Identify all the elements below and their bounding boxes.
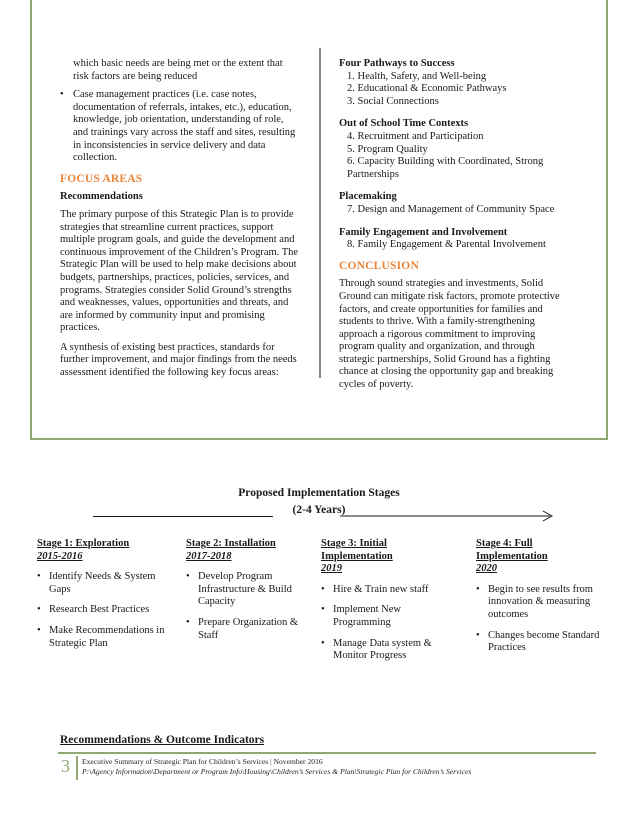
- group-item: 8. Family Engagement & Parental Involvement: [347, 239, 546, 251]
- stage-exploration: [37, 538, 167, 658]
- stage-bullet: [476, 630, 606, 655]
- stage-title: Stage 4: Full Implementation: [476, 538, 548, 562]
- group-item: 4. Recruitment and Participation: [347, 130, 484, 142]
- footer-separator: [76, 756, 78, 780]
- group-title: Four Pathways to Success: [339, 58, 455, 69]
- stage-bullet: [321, 638, 445, 663]
- stage-bullet: [37, 625, 167, 650]
- footer-rule: [58, 752, 596, 754]
- stage-bullet: [186, 617, 308, 642]
- timeline-arrow-icon: [340, 510, 560, 522]
- bullet-item: [60, 89, 300, 165]
- stage-bullet: [321, 604, 445, 629]
- right-column: [339, 58, 569, 392]
- stage-title: Stage 1: Exploration: [37, 538, 130, 549]
- column-divider: [319, 48, 321, 378]
- stage-bullet-text: Research Best Practices: [49, 604, 150, 616]
- strategic-plan-paragraph: The primary purpose of this Strategic Plan is to provide strategies that streamline current practices, support multiple program goals, and guide the development and continuous improvement of the Children’s Program. The Strategic Plan will be used to help make decisions about budgets, partnerships, practices, policies, services, and programs. Strategies consider Solid Ground’s strengths and weaknesses, values, opportunities and threats, and are informed by community input and promising practices.: [60, 208, 299, 334]
- stage-bullet-text: Begin to see results from innovation & measuring outcomes: [488, 583, 593, 620]
- group-item: 5. Program Quality: [347, 143, 428, 155]
- stage-bullet-text: Changes become Standard Practices: [488, 629, 600, 654]
- bullet-icon: •: [321, 637, 325, 649]
- group-item: 2. Educational & Economic Pathways: [347, 83, 507, 95]
- stage-bullet-text: Identify Needs & System Gaps: [49, 571, 156, 595]
- recommendations-heading: Recommendations: [60, 191, 143, 203]
- footer-file-path: P:\Agency Information\Department or Program Info\Housing\Children’s Services & Plan\Strategic Plan for Children’s Services: [82, 767, 472, 776]
- focus-group: [339, 227, 569, 252]
- stage-bullet-text: Make Recommendations in Strategic Plan: [49, 624, 165, 649]
- bullet-icon: •: [476, 629, 480, 641]
- bullet-text: Case management practices (i.e. case notes, documentation of referrals, intakes, etc.), education, knowledge, job orientation, understanding of role, and trainings vary across the staff and sites, resulting in inconsistencies in service delivery and data collection.: [73, 89, 296, 164]
- continued-text: which basic needs are being met or the extent that risk factors are being reduced: [73, 58, 283, 82]
- group-title: Placemaking: [339, 191, 397, 203]
- stage-title: Stage 2: Installation: [186, 538, 276, 549]
- bullet-icon: •: [321, 583, 325, 595]
- stage-bullet: [186, 571, 308, 609]
- stage-full-implementation: [476, 538, 606, 663]
- stage-bullet: [37, 604, 167, 617]
- group-item: 1. Health, Safety, and Well-being: [347, 70, 487, 82]
- focus-group: [339, 118, 569, 181]
- bullet-icon: •: [476, 583, 480, 595]
- stage-installation: [186, 538, 308, 650]
- conclusion-heading: CONCLUSION: [339, 259, 419, 272]
- outcome-indicators-heading: Recommendations & Outcome Indicators: [60, 734, 265, 746]
- bullet-icon: •: [60, 89, 64, 101]
- bullet-icon: •: [186, 616, 190, 628]
- stage-bullet-text: Prepare Organization & Staff: [198, 616, 299, 641]
- implementation-title: Proposed Implementation Stages: [238, 487, 400, 499]
- group-item: 6. Capacity Building with Coordinated, Strong Partnerships: [347, 156, 544, 180]
- stage-bullet: [476, 584, 606, 622]
- stage-years: 2015-2016: [37, 550, 83, 562]
- stage-title: Stage 3: Initial Implementation: [321, 538, 393, 562]
- group-item: 3. Social Connections: [347, 95, 439, 107]
- footer: [82, 757, 582, 777]
- focus-group: [339, 191, 569, 216]
- bullet-icon: •: [37, 604, 41, 616]
- stage-bullet-text: Manage Data system & Monitor Progress: [333, 637, 432, 662]
- group-title: Out of School Time Contexts: [339, 118, 469, 130]
- stage-bullet-text: Implement New Programming: [333, 604, 401, 628]
- footer-title: Executive Summary of Strategic Plan for Children’s Services | November 2016: [82, 757, 323, 766]
- timeline-line: [93, 516, 273, 517]
- stage-bullet: [321, 584, 445, 597]
- bullet-icon: •: [186, 571, 190, 583]
- left-column: [60, 58, 300, 387]
- focus-areas-heading: FOCUS AREAS: [60, 172, 143, 185]
- bullet-icon: •: [37, 624, 41, 636]
- page-number: 3: [61, 756, 70, 776]
- bullet-icon: •: [321, 604, 325, 616]
- stage-years: 2017-2018: [186, 550, 232, 562]
- stage-years: 2019: [321, 563, 342, 575]
- group-title: Family Engagement and Involvement: [339, 226, 508, 238]
- conclusion-paragraph: Through sound strategies and investments, Solid Ground can mitigate risk factors, promote protective factors, and create opportunities for families and students to thrive. With a family-strengthening approach a rigorous commitment to improving program quality and organization, and through strategic partnerships, Solid Ground has a fighting chance at closing the opportunity gap and breaking cycles of poverty.: [339, 278, 560, 391]
- stage-years: 2020: [476, 563, 497, 575]
- focus-group: [339, 58, 569, 108]
- stage-bullet-text: Hire & Train new staff: [333, 583, 429, 595]
- synthesis-paragraph: A synthesis of existing best practices, standards for further improvement, and major findings from the needs assessment identified the following key focus areas:: [60, 341, 297, 379]
- group-item: 7. Design and Management of Community Space: [347, 203, 555, 215]
- bullet-icon: •: [37, 571, 41, 583]
- stage-bullet-text: Develop Program Infrastructure & Build Capacity: [198, 571, 292, 608]
- implementation-subtitle: (2-4 Years): [292, 504, 346, 516]
- stage-bullet: [37, 571, 167, 596]
- stage-initial-implementation: [321, 538, 445, 671]
